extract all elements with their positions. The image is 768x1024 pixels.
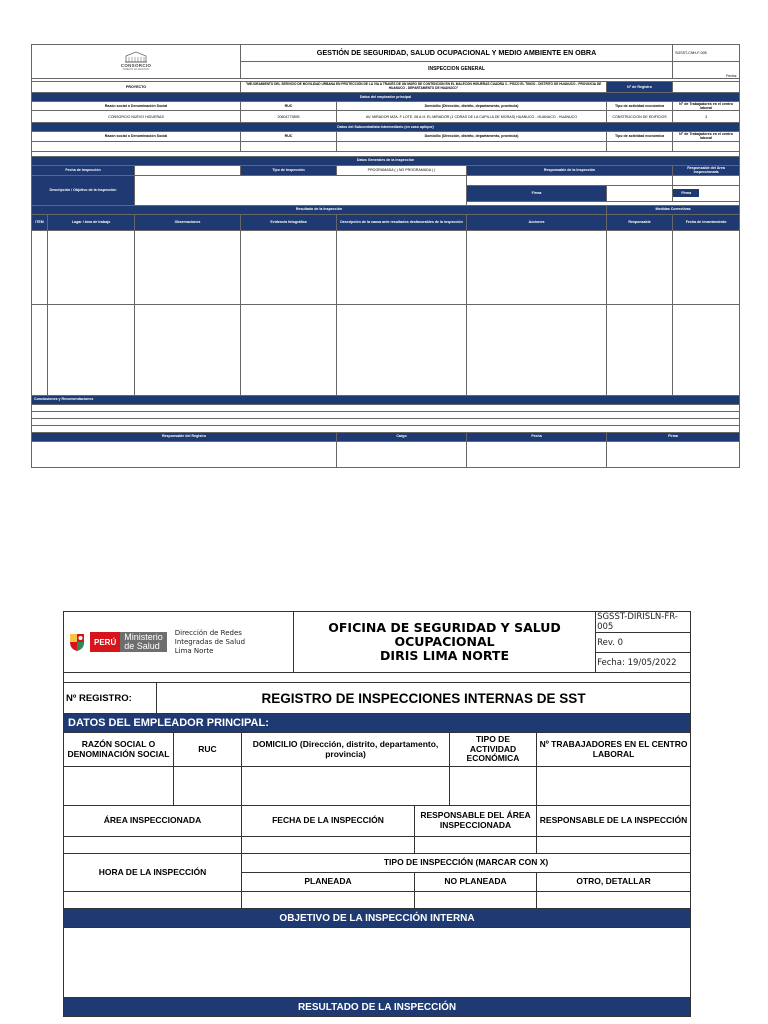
conclusiones-line-1[interactable] bbox=[32, 404, 740, 411]
form-date: Fecha: 19/05/2022 bbox=[596, 653, 691, 673]
tipo-insp-label: Tipo de Inspección bbox=[241, 165, 337, 175]
check-otro[interactable] bbox=[537, 892, 691, 909]
col-responsable: Responsable bbox=[607, 214, 673, 230]
sub-input-ruc[interactable] bbox=[241, 141, 337, 151]
hora-label: HORA DE LA INSPECCIÓN bbox=[64, 854, 242, 892]
subcontratista-bar: Datos del Subcontratista Intermediario (en caso aplique) bbox=[32, 123, 740, 132]
input-ruc[interactable] bbox=[174, 767, 242, 806]
office-title-line2: DIRIS LIMA NORTE bbox=[380, 648, 510, 663]
input-domicilio[interactable] bbox=[242, 767, 450, 806]
input-fecha[interactable] bbox=[242, 837, 415, 854]
input-trabajadores[interactable] bbox=[537, 767, 691, 806]
form-revision: Rev. 0 bbox=[596, 633, 691, 653]
conclusiones-line-2[interactable] bbox=[32, 411, 740, 418]
tipo-insp-value[interactable]: PROGRAMADA ( ) NO PROGRAMADA ( ) bbox=[337, 165, 467, 175]
col-item: ITEM bbox=[32, 214, 48, 230]
sub-input-trabajadores[interactable] bbox=[673, 141, 740, 151]
header-logo-cell bbox=[64, 612, 294, 673]
resp-insp-input[interactable] bbox=[467, 175, 673, 185]
table-row bbox=[32, 304, 740, 395]
resp-area-label: Responsable del Área Inspeccionada bbox=[673, 165, 740, 175]
firma-label-2: Firma bbox=[673, 189, 699, 197]
input-area[interactable] bbox=[64, 837, 242, 854]
form-code: SGSST-DIRISLN-FR-005 bbox=[596, 612, 691, 633]
footer-fecha-input[interactable] bbox=[467, 441, 607, 467]
ministerio-logo bbox=[90, 632, 167, 652]
footer-responsable-input[interactable] bbox=[32, 441, 337, 467]
check-no-planeada[interactable] bbox=[415, 892, 537, 909]
logo-text: CONSORCIO bbox=[120, 63, 152, 69]
footer-cargo: Cargo bbox=[337, 432, 467, 441]
tipo-label: TIPO DE INSPECCIÓN (MARCAR CON X) bbox=[242, 854, 691, 873]
value-ruc[interactable]: 20604773895 bbox=[241, 111, 337, 123]
peru-coat-of-arms-icon bbox=[68, 632, 86, 652]
resultado-bar: Resultado de la Inspección bbox=[32, 205, 607, 214]
firma-label-1: Firma bbox=[467, 185, 607, 201]
header-trabajadores: Nº TRABAJADORES EN EL CENTRO LABORAL bbox=[537, 733, 691, 767]
peru-label: PERÚ bbox=[90, 632, 120, 652]
check-planeada[interactable] bbox=[242, 892, 415, 909]
inspection-form-bottom bbox=[63, 611, 691, 1017]
header-trabajadores: N° de Trabajadores en el centro laboral bbox=[673, 102, 740, 111]
value-trabajadores[interactable]: 3 bbox=[673, 111, 740, 123]
input-resp-insp[interactable] bbox=[537, 837, 691, 854]
ministerio-line2: de Salud bbox=[124, 641, 160, 651]
header-ruc: RUC bbox=[241, 102, 337, 111]
footer-firma-input[interactable] bbox=[607, 441, 740, 467]
header-ruc: RUC bbox=[174, 733, 242, 767]
sub-input-domicilio[interactable] bbox=[337, 141, 607, 151]
generales-bar: Datos Generales de la inspección bbox=[32, 156, 740, 165]
descripcion-label: Descripción / Objetivo de la Inspección bbox=[32, 175, 135, 205]
fecha-insp-label: Fecha de Inspección bbox=[32, 165, 135, 175]
col-acciones: Acciones bbox=[467, 214, 607, 230]
sub-header-ruc: RUC bbox=[241, 132, 337, 141]
col-fecha-levantamiento: Fecha de levantamiento bbox=[673, 214, 740, 230]
input-razon-social[interactable] bbox=[64, 767, 174, 806]
firma-input-2[interactable] bbox=[699, 189, 739, 197]
col-lugar: Lugar / área de trabajo bbox=[48, 214, 135, 230]
logo-subtext: NUEVO HUANUCO bbox=[122, 67, 150, 72]
fecha-insp-input[interactable] bbox=[135, 165, 241, 175]
ministerio-line1: Ministerio bbox=[124, 631, 163, 642]
medidas-bar: Medidas Correctivas bbox=[607, 205, 740, 214]
office-title-line1: OFICINA DE SEGURIDAD Y SALUD OCUPACIONAL bbox=[328, 620, 561, 649]
resultado-bar: RESULTADO DE LA INSPECCIÓN bbox=[64, 998, 691, 1017]
tipo-planeada: PLANEADA bbox=[242, 873, 415, 892]
building-logo-icon bbox=[124, 51, 148, 63]
form-code: SGSST-CNH-F-005 bbox=[673, 45, 740, 62]
registro-input[interactable] bbox=[673, 82, 740, 93]
office-title bbox=[294, 612, 596, 673]
value-domicilio[interactable]: AV. MIRADOR MZA. F LOTE. 08 A.H. EL MIRADOR (1 CDRAS DE LA CAPILLA DE MORAS) HUANUCO - HUANUCO - HUANUCO bbox=[337, 111, 607, 123]
footer-firma: Firma bbox=[607, 432, 740, 441]
input-actividad[interactable] bbox=[450, 767, 537, 806]
sub-header-actividad: Tipo de actividad económica bbox=[607, 132, 673, 141]
header-actividad: TIPO DE ACTIVIDAD ECONÓMICA bbox=[450, 733, 537, 767]
registro-label: N° de Registro bbox=[607, 82, 673, 93]
header-domicilio: Domicilio (Dirección, distrito, departamento, provincia) bbox=[337, 102, 607, 111]
empleador-bar: Datos del empleador principal bbox=[32, 93, 740, 102]
conclusiones-line-4[interactable] bbox=[32, 425, 740, 432]
tipo-otro: OTRO, DETALLAR bbox=[537, 873, 691, 892]
col-observaciones: Observaciones bbox=[135, 214, 241, 230]
empleador-bar: DATOS DEL EMPLEADOR PRINCIPAL: bbox=[64, 714, 691, 733]
diris-line1: Dirección de Redes bbox=[174, 628, 242, 637]
tipo-no-planeada: NO PLANEADA bbox=[415, 873, 537, 892]
fecha-label: Fecha: bbox=[673, 62, 740, 79]
inspection-form-top bbox=[31, 44, 740, 468]
col-evidencia: Evidencia fotográfica bbox=[241, 214, 337, 230]
proyecto-value: "MEJORAMIENTO DEL SERVICIO DE MOVILIDAD URBANA EN PROTECCIÓN DE LA VÍA A TRAVÉS DE UN MURO DE CONTENCIÓN EN EL MALECÓN HIGUERAS CUADRA 3 - PISCO EL TINGO - DISTRITO DE HUANUCO - PROVINCIA DE HUANUCO - DEPARTAMENTO DE HUANUCO" bbox=[241, 82, 607, 93]
header-fecha: FECHA DE LA INSPECCIÓN bbox=[242, 806, 415, 837]
sub-input-razon[interactable] bbox=[32, 141, 241, 151]
conclusiones-bar: Conclusiones y Recomendaciones bbox=[32, 395, 740, 404]
header-resp-area: RESPONSABLE DEL ÁREA INSPECCIONADA bbox=[415, 806, 537, 837]
value-razon-social[interactable]: CONSORCIO NUEVO HIGUERAS bbox=[32, 111, 241, 123]
logo-cell bbox=[32, 45, 241, 79]
header-resp-insp: RESPONSABLE DE LA INSPECCIÓN bbox=[537, 806, 691, 837]
descripcion-input[interactable] bbox=[135, 175, 467, 205]
resp-insp-label: Responsable de la Inspección bbox=[467, 165, 673, 175]
footer-fecha: Fecha bbox=[467, 432, 607, 441]
input-resp-area[interactable] bbox=[415, 837, 537, 854]
proyecto-label: PROYECTO bbox=[32, 82, 241, 93]
sub-input-actividad[interactable] bbox=[607, 141, 673, 151]
form-title: GESTIÓN DE SEGURIDAD, SALUD OCUPACIONAL Y MEDIO AMBIENTE EN OBRA bbox=[241, 45, 673, 62]
input-hora[interactable] bbox=[64, 892, 242, 909]
sub-header-domicilio: Domicilio (Dirección, distrito, departamento, provincia) bbox=[337, 132, 607, 141]
conclusiones-line-3[interactable] bbox=[32, 418, 740, 425]
footer-cargo-input[interactable] bbox=[337, 441, 467, 467]
diris-line2: Integradas de Salud bbox=[174, 637, 246, 646]
table-row bbox=[32, 230, 740, 304]
firma-input-1[interactable] bbox=[607, 185, 673, 201]
sub-header-trabajadores: N° de Trabajadores en el centro laboral bbox=[673, 132, 740, 141]
header-domicilio: DOMICILIO (Dirección, distrito, departamento, provincia) bbox=[242, 733, 450, 767]
sub-header-razon-social: Razón social o Denominación Social bbox=[32, 132, 241, 141]
registro-title: REGISTRO DE INSPECCIONES INTERNAS DE SST bbox=[157, 683, 691, 714]
diris-line3: Lima Norte bbox=[174, 646, 214, 655]
footer-responsable: Responsable del Registro bbox=[32, 432, 337, 441]
form-subtitle: INSPECCION GENERAL bbox=[241, 62, 673, 79]
objetivo-bar: OBJETIVO DE LA INSPECCIÓN INTERNA bbox=[64, 909, 691, 928]
header-razon-social: RAZÓN SOCIAL O DENOMINACIÓN SOCIAL bbox=[64, 733, 174, 767]
resp-area-input[interactable] bbox=[673, 175, 740, 185]
header-razon-social: Razón social o Denominación Social bbox=[32, 102, 241, 111]
header-area: ÁREA INSPECCIONADA bbox=[64, 806, 242, 837]
registro-label: Nº REGISTRO: bbox=[64, 683, 157, 714]
header-actividad: Tipo de actividad económica bbox=[607, 102, 673, 111]
col-causa: Descripción de la causa ante resultados desfavorables de la inspección bbox=[337, 214, 467, 230]
value-actividad[interactable]: CONSTRUCCION DE EDIFICIOS bbox=[607, 111, 673, 123]
objetivo-input[interactable] bbox=[64, 928, 691, 998]
